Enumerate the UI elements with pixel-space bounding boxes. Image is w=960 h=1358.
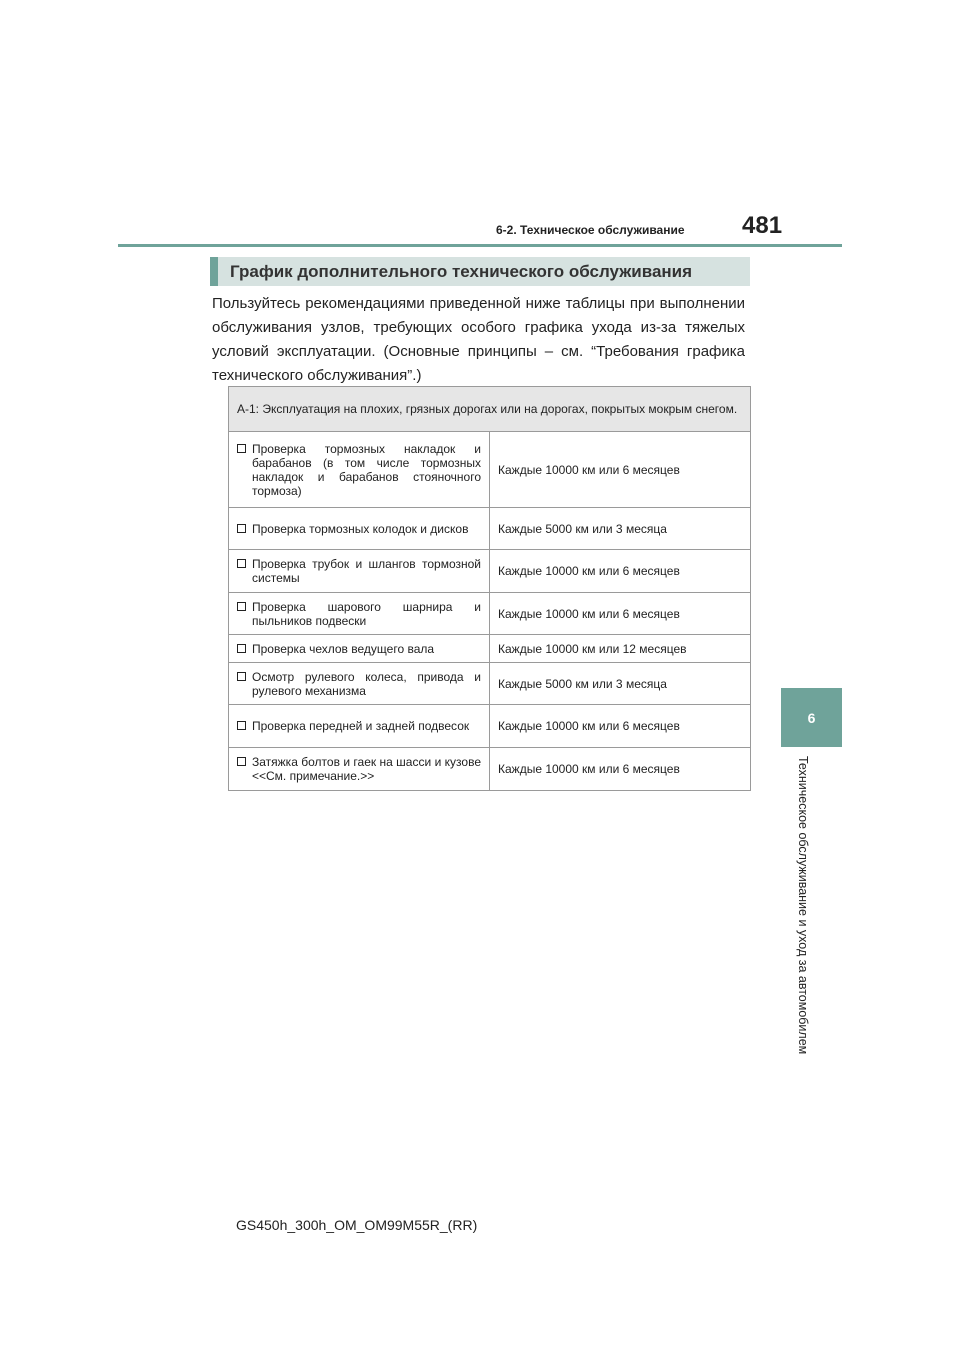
- item-text: Проверка тормозных колодок и дисков: [252, 521, 469, 536]
- chapter-side-title: Техническое обслуживание и уход за автомобилем: [796, 756, 810, 1055]
- page-number: 481: [742, 212, 783, 239]
- header-rule: [118, 244, 842, 247]
- item-text: Проверка тормозных накладок и барабанов (в том числе тормозных накладок и барабанов стояночного тормоза): [252, 441, 481, 498]
- interval-cell: Каждые 10000 км или 6 месяцев: [490, 593, 751, 635]
- item-cell: [229, 748, 490, 791]
- item-cell: [229, 705, 490, 748]
- item-cell: [229, 663, 490, 705]
- table-row: [229, 550, 751, 593]
- item-text: Затяжка болтов и гаек на шасси и кузове <<См. примечание.>>: [252, 755, 481, 783]
- maintenance-schedule-table: [228, 386, 751, 791]
- checkbox-icon: [237, 524, 246, 533]
- item-text: Проверка передней и задней подвесок: [252, 719, 470, 733]
- condition-row: [229, 387, 751, 432]
- item-text: Проверка шарового шарнира и пыльников подвески: [252, 599, 481, 628]
- intro-paragraph: Пользуйтесь рекомендациями приведенной ниже таблицы при выполнении обслуживания узлов, требующих особого графика ухода из-за тяжелых условий эксплуатации. (Основные принципы – см. “Требования графика технического обслуживания”.): [212, 295, 745, 384]
- interval-cell: Каждые 5000 км или 3 месяца: [490, 663, 751, 705]
- interval-cell: Каждые 10000 км или 6 месяцев: [490, 748, 751, 791]
- condition-text: А-1: Эксплуатация на плохих, грязных дорогах или на дорогах, покрытых мокрым снегом.: [237, 402, 738, 416]
- interval-cell: Каждые 5000 км или 3 месяца: [490, 508, 751, 550]
- section-heading: [210, 257, 750, 286]
- item-cell: [229, 550, 490, 593]
- interval-cell: Каждые 10000 км или 6 месяцев: [490, 705, 751, 748]
- checkbox-icon: [237, 672, 246, 681]
- interval-cell: Каждые 10000 км или 6 месяцев: [490, 550, 751, 593]
- condition-cell: [229, 387, 751, 432]
- table-row: [229, 593, 751, 635]
- item-cell: [229, 593, 490, 635]
- table-row: [229, 508, 751, 550]
- checkbox-icon: [237, 602, 246, 611]
- item-cell: [229, 508, 490, 550]
- table-row: [229, 663, 751, 705]
- checkbox-icon: [237, 444, 246, 453]
- checkbox-icon: [237, 721, 246, 730]
- item-text: Проверка трубок и шлангов тормозной системы: [252, 557, 481, 585]
- table-row: [229, 432, 751, 508]
- item-text: Осмотр рулевого колеса, привода и рулевого механизма: [252, 669, 481, 698]
- section-heading-text: График дополнительного технического обслуживания: [230, 261, 693, 281]
- interval-cell: Каждые 10000 км или 12 месяцев: [490, 635, 751, 663]
- header-section-title: 6-2. Техническое обслуживание: [496, 223, 685, 237]
- checkbox-icon: [237, 644, 246, 653]
- table-row: [229, 635, 751, 663]
- checkbox-icon: [237, 559, 246, 568]
- table-row: [229, 705, 751, 748]
- item-text: Проверка чехлов ведущего вала: [252, 641, 435, 656]
- footer-document-code: GS450h_300h_OM_OM99M55R_(RR): [236, 1217, 478, 1233]
- chapter-tab: [781, 688, 842, 747]
- item-cell: [229, 432, 490, 508]
- interval-cell: Каждые 10000 км или 6 месяцев: [490, 432, 751, 508]
- table-row: [229, 748, 751, 791]
- item-cell: [229, 635, 490, 663]
- checkbox-icon: [237, 757, 246, 766]
- chapter-number: 6: [807, 709, 816, 726]
